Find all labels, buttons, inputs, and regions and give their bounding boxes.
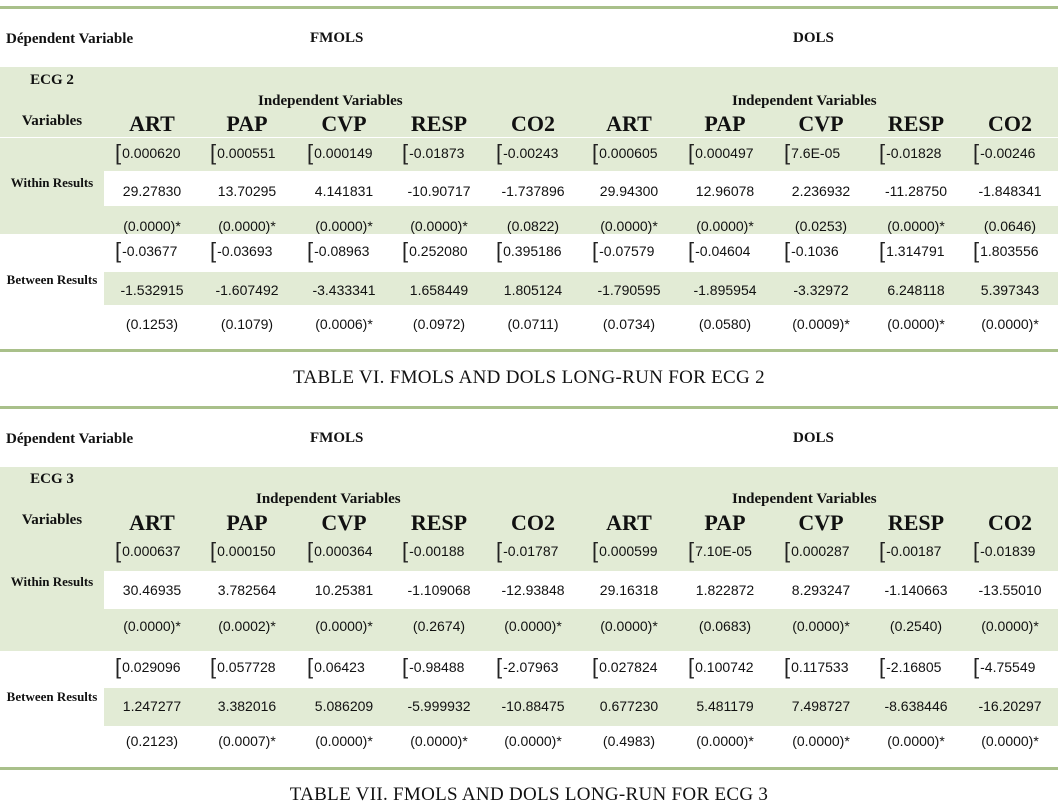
between-pvalue-cell: (0.0006)* bbox=[315, 316, 373, 332]
between-results-label: Between Results bbox=[6, 689, 98, 704]
bracket-glyph: [ bbox=[210, 238, 217, 263]
column-header-co2: CO2 bbox=[988, 111, 1032, 136]
coefficient-value: -4.75549 bbox=[980, 659, 1036, 675]
within-coefficient-cell bbox=[780, 538, 874, 564]
between-tstat-cell: 1.658449 bbox=[409, 282, 469, 298]
dependent-variable-label: Dépendent Variable bbox=[6, 431, 134, 447]
bracket-glyph: [ bbox=[592, 538, 599, 563]
between-tstat-cell: 7.498727 bbox=[791, 698, 851, 714]
between-tstat-cell: -1.895954 bbox=[693, 282, 757, 298]
within-coefficient-cell bbox=[684, 140, 778, 166]
within-tstat-cell: 12.96078 bbox=[695, 183, 755, 199]
coefficient-value: -0.07579 bbox=[599, 243, 655, 259]
within-tstat-cell: 4.141831 bbox=[314, 183, 374, 199]
coefficient-value: -0.01873 bbox=[409, 145, 465, 161]
bracket-glyph: [ bbox=[784, 538, 791, 563]
between-pvalue-cell: (0.0009)* bbox=[792, 316, 850, 332]
between-pvalue-cell: (0.0007)* bbox=[218, 733, 276, 749]
between-coefficient-cell bbox=[780, 238, 874, 264]
column-header-cvp: CVP bbox=[321, 111, 367, 136]
within-tstat-cell: -1.109068 bbox=[407, 582, 471, 598]
bracket-glyph: [ bbox=[115, 538, 122, 563]
within-tstat-cell: 10.25381 bbox=[314, 582, 374, 598]
coefficient-value: -0.00187 bbox=[886, 543, 942, 559]
column-header-co2: CO2 bbox=[511, 111, 555, 136]
within-tstat-cell: 8.293247 bbox=[791, 582, 851, 598]
bracket-glyph: [ bbox=[210, 654, 217, 679]
between-tstat-cell: -5.999932 bbox=[407, 698, 471, 714]
between-coefficient-cell bbox=[780, 654, 874, 680]
within-pvalue-cell: (0.0000)* bbox=[887, 218, 945, 234]
within-tstat-cell: -11.28750 bbox=[884, 183, 947, 199]
coefficient-value: -0.1036 bbox=[791, 243, 839, 259]
within-pvalue-cell: (0.0000)* bbox=[504, 618, 562, 634]
within-tstat-cell: 29.94300 bbox=[599, 183, 659, 199]
between-tstat-cell: 0.677230 bbox=[599, 698, 659, 714]
between-pvalue-cell: (0.4983) bbox=[602, 733, 656, 749]
coefficient-value: 7.10E-05 bbox=[695, 543, 752, 559]
coefficient-value: 0.000149 bbox=[314, 145, 373, 161]
ecg-label: ECG 3 bbox=[30, 471, 74, 487]
within-pvalue-cell: (0.0646) bbox=[983, 218, 1037, 234]
between-pvalue-cell: (0.2123) bbox=[125, 733, 179, 749]
coefficient-value: 0.027824 bbox=[599, 659, 658, 675]
bracket-glyph: [ bbox=[402, 654, 409, 679]
column-header-art: ART bbox=[129, 510, 175, 535]
bracket-glyph: [ bbox=[688, 238, 695, 263]
between-coefficient-cell bbox=[875, 654, 969, 680]
between-pvalue-cell: (0.0000)* bbox=[696, 733, 754, 749]
bracket-glyph: [ bbox=[115, 238, 122, 263]
between-tstat-cell: -16.20297 bbox=[978, 698, 1042, 714]
coefficient-value: -0.03693 bbox=[217, 243, 273, 259]
bracket-glyph: [ bbox=[496, 654, 503, 679]
coefficient-value: 1.803556 bbox=[980, 243, 1039, 259]
column-header-pap: PAP bbox=[704, 510, 746, 535]
bracket-glyph: [ bbox=[973, 654, 980, 679]
within-tstat-cell: -10.90717 bbox=[407, 183, 471, 199]
between-coefficient-cell bbox=[303, 238, 397, 264]
bracket-glyph: [ bbox=[115, 140, 122, 165]
column-header-resp: RESP bbox=[887, 510, 945, 535]
coefficient-value: 0.000551 bbox=[217, 145, 276, 161]
within-tstat-cell: 1.822872 bbox=[695, 582, 755, 598]
between-coefficient-cell bbox=[588, 654, 682, 680]
coefficient-value: 0.057728 bbox=[217, 659, 276, 675]
between-pvalue-cell: (0.1253) bbox=[125, 316, 179, 332]
coefficient-value: 0.000287 bbox=[791, 543, 850, 559]
within-tstat-cell: -13.55010 bbox=[978, 582, 1042, 598]
column-header-pap: PAP bbox=[226, 510, 268, 535]
within-results-label: Within Results bbox=[10, 574, 94, 589]
within-pvalue-cell: (0.0000)* bbox=[981, 618, 1039, 634]
dols-independent-label: Independent Variables bbox=[732, 93, 877, 109]
coefficient-value: 0.100742 bbox=[695, 659, 754, 675]
between-tstat-cell: 5.397343 bbox=[980, 282, 1040, 298]
within-coefficient-cell bbox=[969, 140, 1058, 166]
bracket-glyph: [ bbox=[784, 238, 791, 263]
between-pvalue-cell: (0.0000)* bbox=[981, 316, 1039, 332]
bracket-glyph: [ bbox=[496, 140, 503, 165]
bracket-glyph: [ bbox=[402, 538, 409, 563]
bracket-glyph: [ bbox=[688, 538, 695, 563]
bracket-glyph: [ bbox=[307, 654, 314, 679]
between-tstat-cell: -8.638446 bbox=[884, 698, 948, 714]
between-coefficient-cell bbox=[969, 654, 1058, 680]
coefficient-value: -2.07963 bbox=[503, 659, 559, 675]
between-pvalue-cell: (0.0000)* bbox=[887, 733, 945, 749]
within-tstat-cell: 2.236932 bbox=[791, 183, 851, 199]
within-coefficient-cell bbox=[111, 538, 205, 564]
column-header-resp: RESP bbox=[410, 510, 468, 535]
within-tstat-cell: 3.782564 bbox=[217, 582, 277, 598]
variables-header: Variables bbox=[21, 512, 83, 528]
within-tstat-cell: -1.737896 bbox=[501, 183, 565, 199]
between-coefficient-cell bbox=[875, 238, 969, 264]
within-coefficient-cell bbox=[492, 140, 586, 166]
between-pvalue-cell: (0.0734) bbox=[602, 316, 656, 332]
coefficient-value: -0.03677 bbox=[122, 243, 178, 259]
between-coefficient-cell bbox=[206, 238, 300, 264]
coefficient-value: 7.6E-05 bbox=[791, 145, 841, 161]
column-header-co2: CO2 bbox=[988, 510, 1032, 535]
within-coefficient-cell bbox=[398, 538, 492, 564]
between-coefficient-cell bbox=[111, 654, 205, 680]
between-coefficient-cell bbox=[492, 654, 586, 680]
within-pvalue-cell: (0.0000)* bbox=[600, 618, 658, 634]
between-tstat-cell: 1.247277 bbox=[122, 698, 182, 714]
bracket-glyph: [ bbox=[973, 238, 980, 263]
bracket-glyph: [ bbox=[402, 238, 409, 263]
between-tstat-cell: -3.433341 bbox=[312, 282, 376, 298]
within-pvalue-cell: (0.0683) bbox=[698, 618, 752, 634]
within-pvalue-cell: (0.0000)* bbox=[696, 218, 754, 234]
coefficient-value: 0.000599 bbox=[599, 543, 658, 559]
coefficient-value: -0.04604 bbox=[695, 243, 751, 259]
within-coefficient-cell bbox=[398, 140, 492, 166]
within-tstat-cell: -1.140663 bbox=[884, 582, 948, 598]
between-pvalue-cell: (0.0000)* bbox=[981, 733, 1039, 749]
column-header-cvp: CVP bbox=[321, 510, 367, 535]
between-tstat-cell: 3.382016 bbox=[217, 698, 277, 714]
coefficient-value: -2.16805 bbox=[886, 659, 942, 675]
within-coefficient-cell bbox=[875, 538, 969, 564]
between-tstat-cell: 5.086209 bbox=[314, 698, 374, 714]
fmols-header: FMOLS bbox=[310, 30, 364, 46]
table-bottom-rule bbox=[0, 767, 1058, 770]
between-tstat-cell: -3.32972 bbox=[793, 282, 849, 298]
within-coefficient-cell bbox=[780, 140, 874, 166]
within-pvalue-cell: (0.0822) bbox=[506, 218, 560, 234]
bracket-glyph: [ bbox=[210, 538, 217, 563]
within-pvalue-cell: (0.0000)* bbox=[792, 618, 850, 634]
within-pvalue-cell: (0.0000)* bbox=[123, 218, 181, 234]
within-tstat-cell: 30.46935 bbox=[122, 582, 182, 598]
bracket-glyph: [ bbox=[784, 654, 791, 679]
within-results-label: Within Results bbox=[10, 175, 94, 190]
coefficient-value: 0.117533 bbox=[791, 659, 849, 675]
coefficient-value: -0.00243 bbox=[503, 145, 559, 161]
between-coefficient-cell bbox=[969, 238, 1058, 264]
between-tstat-cell: 5.481179 bbox=[696, 698, 754, 714]
within-coefficient-cell bbox=[588, 140, 682, 166]
between-pvalue-cell: (0.0972) bbox=[412, 316, 466, 332]
between-pvalue-cell: (0.0000)* bbox=[504, 733, 562, 749]
column-header-co2: CO2 bbox=[511, 510, 555, 535]
dols-header: DOLS bbox=[793, 430, 834, 446]
bracket-glyph: [ bbox=[307, 238, 314, 263]
bracket-glyph: [ bbox=[784, 140, 791, 165]
coefficient-value: -0.01787 bbox=[503, 543, 559, 559]
coefficient-value: 0.06423 bbox=[314, 659, 365, 675]
coefficient-value: -0.01839 bbox=[980, 543, 1036, 559]
column-header-art: ART bbox=[129, 111, 175, 136]
within-tstat-cell: 13.70295 bbox=[217, 183, 277, 199]
bracket-glyph: [ bbox=[879, 140, 886, 165]
coefficient-value: -0.98488 bbox=[409, 659, 465, 675]
within-tstat-cell: 29.27830 bbox=[122, 183, 182, 199]
between-coefficient-cell bbox=[398, 654, 492, 680]
bracket-glyph: [ bbox=[879, 238, 886, 263]
bracket-glyph: [ bbox=[879, 654, 886, 679]
table-top-rule bbox=[0, 6, 1058, 9]
between-tstat-cell: -1.532915 bbox=[120, 282, 184, 298]
within-coefficient-cell bbox=[969, 538, 1058, 564]
between-tstat-cell: -10.88475 bbox=[501, 698, 565, 714]
dependent-variable-label: Dépendent Variable bbox=[6, 31, 134, 47]
within-coefficient-cell bbox=[111, 140, 205, 166]
bracket-glyph: [ bbox=[210, 140, 217, 165]
bracket-glyph: [ bbox=[973, 538, 980, 563]
fmols-header: FMOLS bbox=[310, 430, 364, 446]
between-tstat-cell: -1.790595 bbox=[597, 282, 661, 298]
column-header-art: ART bbox=[606, 510, 652, 535]
between-tstat-cell: -1.607492 bbox=[215, 282, 279, 298]
within-pvalue-cell: (0.0000)* bbox=[600, 218, 658, 234]
within-pvalue-cell: (0.0000)* bbox=[123, 618, 181, 634]
bracket-glyph: [ bbox=[688, 140, 695, 165]
within-pvalue-cell: (0.0000)* bbox=[315, 618, 373, 634]
coefficient-value: 0.000605 bbox=[599, 145, 658, 161]
within-pvalue-cell: (0.0253) bbox=[794, 218, 848, 234]
between-tstat-cell: 6.248118 bbox=[887, 282, 945, 298]
coefficient-value: 0.000364 bbox=[314, 543, 373, 559]
ecg-label: ECG 2 bbox=[30, 72, 74, 88]
coefficient-value: 0.000620 bbox=[122, 145, 181, 161]
column-header-pap: PAP bbox=[226, 111, 268, 136]
between-pvalue-cell: (0.1079) bbox=[220, 316, 274, 332]
fmols-independent-label: Independent Variables bbox=[258, 93, 403, 109]
within-coefficient-cell bbox=[588, 538, 682, 564]
between-coefficient-cell bbox=[303, 654, 397, 680]
within-coefficient-cell bbox=[875, 140, 969, 166]
between-coefficient-cell bbox=[684, 654, 778, 680]
bracket-glyph: [ bbox=[402, 140, 409, 165]
between-coefficient-cell bbox=[206, 654, 300, 680]
bracket-glyph: [ bbox=[496, 238, 503, 263]
within-pvalue-cell: (0.0000)* bbox=[218, 218, 276, 234]
between-results-label: Between Results bbox=[6, 272, 98, 287]
between-coefficient-cell bbox=[588, 238, 682, 264]
within-pvalue-cell: (0.0000)* bbox=[410, 218, 468, 234]
column-header-cvp: CVP bbox=[798, 111, 844, 136]
coefficient-value: 0.395186 bbox=[503, 243, 562, 259]
coefficient-value: 0.029096 bbox=[122, 659, 181, 675]
table-caption: TABLE VII. FMOLS AND DOLS LONG-RUN FOR ECG 3 bbox=[289, 784, 769, 805]
coefficient-value: 0.000150 bbox=[217, 543, 276, 559]
between-pvalue-cell: (0.0580) bbox=[698, 316, 752, 332]
within-coefficient-cell bbox=[684, 538, 778, 564]
bracket-glyph: [ bbox=[592, 140, 599, 165]
column-header-pap: PAP bbox=[704, 111, 746, 136]
column-header-resp: RESP bbox=[410, 111, 468, 136]
within-pvalue-cell: (0.2674) bbox=[412, 618, 466, 634]
within-tstat-cell: 29.16318 bbox=[599, 582, 659, 598]
between-pvalue-cell: (0.0711) bbox=[507, 316, 559, 332]
bracket-glyph: [ bbox=[592, 238, 599, 263]
coefficient-value: -0.01828 bbox=[886, 145, 942, 161]
between-pvalue-cell: (0.0000)* bbox=[792, 733, 850, 749]
bracket-glyph: [ bbox=[592, 654, 599, 679]
column-header-art: ART bbox=[606, 111, 652, 136]
dols-independent-label: Independent Variables bbox=[732, 491, 877, 507]
bracket-glyph: [ bbox=[688, 654, 695, 679]
variables-header: Variables bbox=[21, 113, 83, 129]
table-bottom-rule bbox=[0, 349, 1058, 352]
coefficient-value: 1.314791 bbox=[886, 243, 945, 259]
within-coefficient-cell bbox=[303, 140, 397, 166]
bracket-glyph: [ bbox=[879, 538, 886, 563]
between-coefficient-cell bbox=[111, 238, 205, 264]
within-coefficient-cell bbox=[492, 538, 586, 564]
between-pvalue-cell: (0.0000)* bbox=[315, 733, 373, 749]
within-coefficient-cell bbox=[206, 140, 300, 166]
coefficient-value: 0.000497 bbox=[695, 145, 754, 161]
between-coefficient-cell bbox=[492, 238, 586, 264]
fmols-independent-label: Independent Variables bbox=[256, 491, 401, 507]
between-pvalue-cell: (0.0000)* bbox=[887, 316, 945, 332]
bracket-glyph: [ bbox=[973, 140, 980, 165]
between-coefficient-cell bbox=[684, 238, 778, 264]
column-header-cvp: CVP bbox=[798, 510, 844, 535]
bracket-glyph: [ bbox=[115, 654, 122, 679]
within-tstat-cell: -1.848341 bbox=[978, 183, 1042, 199]
bracket-glyph: [ bbox=[496, 538, 503, 563]
coefficient-value: 0.252080 bbox=[409, 243, 468, 259]
table-top-rule bbox=[0, 406, 1058, 409]
within-pvalue-cell: (0.0002)* bbox=[218, 618, 276, 634]
column-header-resp: RESP bbox=[887, 111, 945, 136]
between-tstat-cell: 1.805124 bbox=[503, 282, 563, 298]
table-caption: TABLE VI. FMOLS AND DOLS LONG-RUN FOR ECG 2 bbox=[293, 367, 765, 388]
dols-header: DOLS bbox=[793, 30, 834, 46]
coefficient-value: -0.00188 bbox=[409, 543, 465, 559]
bracket-glyph: [ bbox=[307, 538, 314, 563]
within-tstat-cell: -12.93848 bbox=[501, 582, 565, 598]
coefficient-value: 0.000637 bbox=[122, 543, 181, 559]
between-coefficient-cell bbox=[398, 238, 492, 264]
bracket-glyph: [ bbox=[307, 140, 314, 165]
coefficient-value: -0.08963 bbox=[314, 243, 370, 259]
coefficient-value: -0.00246 bbox=[980, 145, 1036, 161]
within-coefficient-cell bbox=[206, 538, 300, 564]
within-pvalue-cell: (0.0000)* bbox=[315, 218, 373, 234]
between-pvalue-cell: (0.0000)* bbox=[410, 733, 468, 749]
within-coefficient-cell bbox=[303, 538, 397, 564]
within-pvalue-cell: (0.2540) bbox=[889, 618, 943, 634]
